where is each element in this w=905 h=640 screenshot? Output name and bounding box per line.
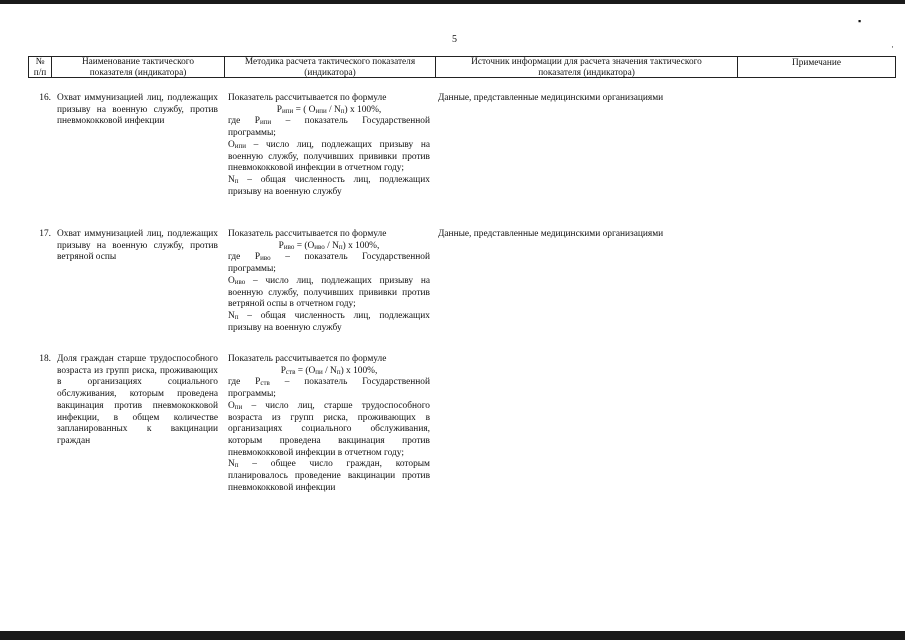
formula-intro: Показатель рассчитывается по формуле <box>228 93 387 103</box>
header-col-note: Примечание <box>737 56 896 78</box>
definition-p: где $P_{ипи}$ – показатель Государственной программы; <box>228 116 430 139</box>
header-col-number: № п/п <box>28 56 52 78</box>
row-18-number: 18. <box>39 354 51 364</box>
header-col-source: Источник информации для расчета значения тактического показателя (индикатора) <box>435 56 738 78</box>
page-number: 5 <box>452 34 457 45</box>
formula: $P_{ипи}$ = ( $O_{ипи} / N_п$) x 100%, <box>276 104 382 115</box>
row-17-method <box>228 229 430 334</box>
scan-speck: ▪ <box>858 16 862 26</box>
row-18-method <box>228 354 430 494</box>
row-16-method <box>228 93 430 198</box>
definition-n: $N_п$ – общая численность лиц, подлежащих призыву на военную службу <box>228 174 430 197</box>
header-col-name: Наименование тактического показателя (индикатора) <box>51 56 225 78</box>
definition-o: $O_{ипи}$ – число лиц, подлежащих призыву на военную службу, получивших прививки против пневмококковой инфекции в отчетном году; <box>228 139 430 174</box>
formula-intro: Показатель рассчитывается по формуле <box>228 229 387 239</box>
definition-p: где $P_{иво}$ – показатель Государственной программы; <box>228 252 430 275</box>
header-col-method: Методика расчета тактического показателя (индикатора) <box>224 56 436 78</box>
formula-intro: Показатель рассчитывается по формуле <box>228 354 387 364</box>
formula: $P_{ств} = (O_{пи} / N_п)$ x 100%, <box>280 365 378 376</box>
row-17-source: Данные, представленные медицинскими организациями <box>438 229 664 239</box>
definition-o: $O_{иво}$ – число лиц, подлежащих призыву на военную службу, получивших прививки против ветряной оспы в отчетном году; <box>228 275 430 310</box>
row-18-name: Доля граждан старше трудоспособного возраста из групп риска, проживающих в организациях социального обслуживания, которым проведена вакцинация против пневмококковой инфекции, в общем количестве запланированных к вакцинации граждан <box>57 354 218 446</box>
row-16-name: Охват иммунизацией лиц, подлежащих призыву на военную службу, против пневмококковой инфекции <box>57 93 218 127</box>
row-16-number: 16. <box>39 93 51 103</box>
scan-speck: · <box>891 42 894 52</box>
row-17-name: Охват иммунизацией лиц, подлежащих призыву на военную службу, против ветряной оспы <box>57 229 218 263</box>
definition-n: $N_п$ – общая численность лиц, подлежащих призыву на военную службу <box>228 310 430 333</box>
formula: $P_{иво} = (O_{иво} / N_п)$ x 100%, <box>278 240 380 251</box>
definition-p: где $P_{ств}$ – показатель Государственной программы; <box>228 377 430 400</box>
bottom-border <box>0 631 905 640</box>
definition-n: $N_п$ – общее число граждан, которым планировалось проведение вакцинации против пневмококковой инфекции <box>228 459 430 493</box>
row-17-number: 17. <box>39 229 51 239</box>
row-16-source: Данные, представленные медицинскими организациями <box>438 93 664 103</box>
top-border <box>0 0 905 4</box>
definition-o: $O_{пи}$ – число лиц, старше трудоспособного возраста из групп риска, проживающих в организациях социального обслуживания, которым проведена вакцинация против пневмококковой инфекции в отчетном году; <box>228 400 430 458</box>
